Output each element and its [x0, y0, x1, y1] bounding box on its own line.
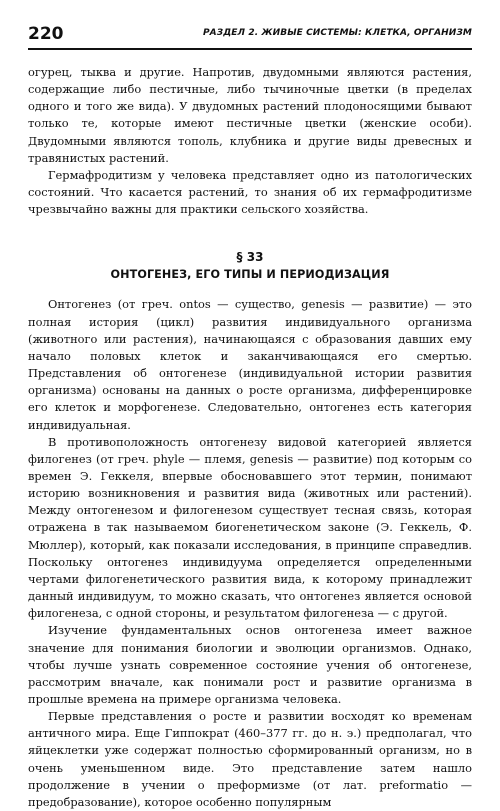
section-number: § 33 [236, 250, 264, 265]
page-body [28, 64, 472, 811]
section-heading [28, 248, 472, 284]
paragraph-phylogenesis: В противоположность онтогенезу видовой категорией является филогенез (от греч. phyle — племя, genesis — развитие) под которым со времен Э. Геккеля, впервые обосновавшего этот термин, понимают историю возникновения и развития вида (животных или растений). Между онтогенезом и филогенезом существует тесная связь, которая отражена в так называемом биогенетическом законе (Э. Геккель, Ф. Мюллер), который, как показали исследования, в принципе справедлив. Поскольку онтогенез индивидуума определяется определенными чертами филогенетического развития вида, к которому принадлежит данный индивидуум, то можно сказать, что онтогенез является основой филогенеза, с одной стороны, и результатом филогенеза — с другой. [28, 434, 472, 621]
section-title: ОНТОГЕНЕЗ, ЕГО ТИПЫ И ПЕРИОДИЗАЦИЯ [110, 268, 390, 282]
paragraph-antiquity: Первые представления о росте и развитии восходят ко временам античного мира. Еще Гиппократ (460–377 гг. до н. э.) предполагал, что яйцеклетки уже содержат полностью сформированный организм, но в очень уменьшенном виде. Это представление затем нашло продолжение в учении о преформизме (от лат. preformatio — предобразование), которое особенно популярным [28, 709, 472, 809]
paragraph-study-importance: Изучение фундаментальных основ онтогенеза имеет важное значение для понимания биологии и эволюции организмов. Однако, чтобы лучше узнать современное состояние учения об онтогенезе, рассмотрим вначале, как понимали рост и развитие организма в прошлые времена на примере организма человека. [28, 623, 472, 706]
paragraph-ontogenesis-definition: Онтогенез (от греч. ontos — существо, genesis — развитие) — это полная история (цикл) развития индивидуального организма (животного или растения), начинающаяся с образования давших ему начало половых клеток и заканчивающаяся его смертью. Представления об онтогенезе (индивидуальной истории развития организма) основаны на данных о росте организма, дифференцировке его клеток и морфогенезе. Следовательно, онтогенез есть категория индивидуальная. [28, 297, 472, 432]
page-number: 220 [28, 24, 64, 44]
paragraph-continued: огурец, тыква и другие. Напротив, двудомными являются растения, содержащие либо пестичные, либо тычиночные цветки (в пределах одного и того же вида). У двудомных растений плодоносящими бывают только те, которые имеют пестичные цветки (женские особи). Двудомными являются тополь, клубника и другие виды древесных и травянистых растений. [28, 65, 472, 165]
running-head: РАЗДЕЛ 2. ЖИВЫЕ СИСТЕМЫ: КЛЕТКА, ОРГАНИЗМ [202, 28, 472, 38]
paragraph-hermaphroditism: Гермафродитизм у человека представляет одно из патологических состояний. Что касается растений, то знания об их гермафродитизме чрезвычайно важны для практики сельского хозяйства. [28, 167, 472, 217]
page-header [28, 24, 472, 50]
